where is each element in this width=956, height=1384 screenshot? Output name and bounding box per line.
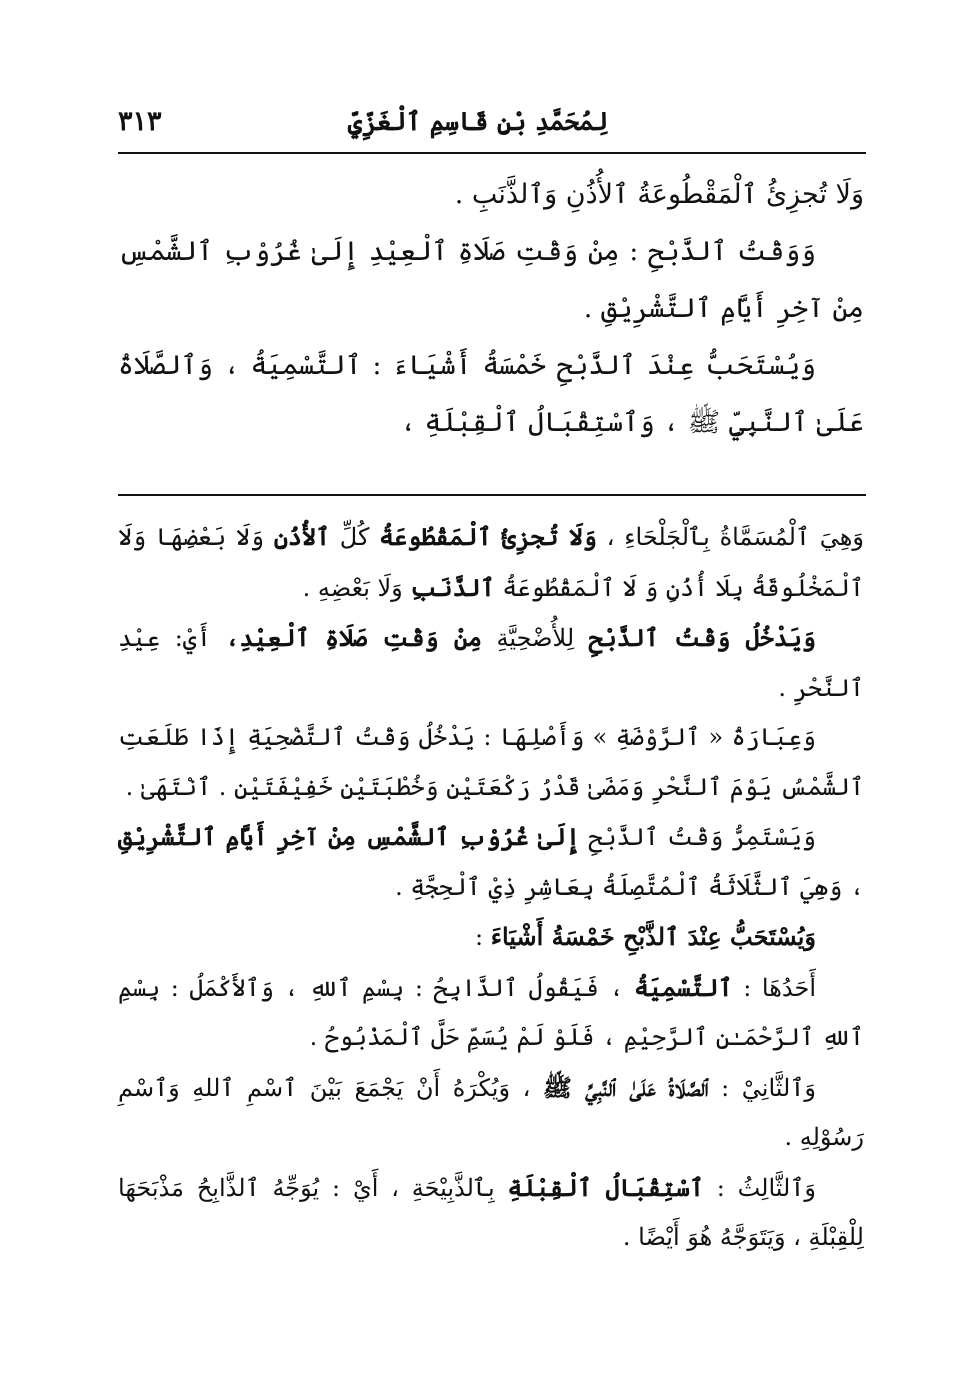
commentary-text-span: أَيْ: عِيْدِ ٱلنَّحْرِ . <box>118 624 864 702</box>
commentary-text-span: وَهِيَ ٱلْمُسَمَّاةُ بِٱلْجَلْحَاءِ ، <box>597 523 864 551</box>
main-paragraph: وَوَقْتُ ٱلذَّبْحِ : مِنْ وَقْتِ صَلَاةِ ٱلْعِيْدِ إِلَىٰ غُرُوْبِ ٱلشَّمْسِ مِنْ آخِرِ أَيَّامِ ٱلتَّشْرِيْقِ . <box>118 236 864 324</box>
quoted-matn-span: وَيَدْخُلُ <box>730 623 816 652</box>
running-title: لِمُحَمَّدِ بْنِ قَاسِمِ ٱلْغَزِّيِّ <box>347 107 609 136</box>
separator-rule <box>118 494 866 496</box>
quoted-matn-span: وَيُسْتَحَبُّ عِنْدَ ٱلذَّبْحِ خَمْسَةُ أَشْيَاءَ <box>490 922 816 951</box>
commentary-text-span: كُلِّ <box>330 523 380 551</box>
quoted-matn-span: وَقْتُ ٱلذَّبْحِ <box>588 623 731 652</box>
commentary-text-span: ، فَيَقُولُ ٱلذَّابِحُ : بِسْمِ ٱللهِ ، وَٱلأَكْمَلُ : بِسْمِ ٱللهِ ٱلرَّحْمَـٰنِ ٱلرَّحِيْمِ ، فَلَوْ لَمْ يُسَمِّ حَلَّ ٱلْمَذْبُوحُ . <box>118 973 864 1051</box>
commentary-text-span: وَٱلثَّانِيْ : <box>708 1073 816 1102</box>
commentary-paragraph <box>118 812 864 912</box>
page-header <box>118 102 838 142</box>
quoted-matn-span: إِلَىٰ غُرُوْبِ ٱلشَّمْسِ مِنْ آخِرِ أَيَّامِ ٱلتَّشْرِيْقِ <box>118 822 581 851</box>
commentary-text-span: وَلَا بَعْضِهِ . <box>302 573 411 602</box>
quoted-matn-span: ٱلأُذُنِ <box>273 522 331 551</box>
quoted-matn-span: ٱلصَّلَاةُ عَلَىٰ ٱلنَّبِيِّ ﷺ <box>542 1072 709 1102</box>
commentary-paragraph <box>118 512 864 613</box>
commentary-text-span: بِٱلذَّبِيْحَةِ ، أَيْ : يُوَجِّهُ ٱلذَّابِحُ مَذْبَحَهَا لِلْقِبْلَةِ ، وَيَتَوَجَّهُ هُوَ أَيْضًا . <box>118 1173 864 1251</box>
commentary-text-span: ، وَيُكْرَهُ أَنْ يَجْمَعَ بَيْنَ ٱسْمِ ٱللهِ وَٱسْمِ رَسُوْلِهِ . <box>118 1073 864 1151</box>
commentary-paragraph <box>118 613 864 713</box>
commentary-paragraph <box>118 963 864 1063</box>
quoted-matn-span: ٱلذَّنَبِ <box>410 572 495 602</box>
commentary-paragraph <box>118 912 864 963</box>
commentary-text <box>118 512 864 1263</box>
quoted-matn-span: مِنْ وَقْتِ صَلَاةِ ٱلْعِيْدِ، <box>225 623 483 652</box>
commentary-text-span: : <box>474 923 491 951</box>
main-text <box>118 166 864 451</box>
commentary-paragraph: وَعِبَارَةُ « ٱلرَّوْضَةِ » وَأَصْلِهَا : يَدْخُلُ وَقْتُ ٱلتَّضْحِيَةِ إِذَا طَلَعَتِ ٱلشَّمْسُ يَوْمَ ٱلنَّحْرِ وَمَضَىٰ قَدْرُ رَكْعَتَيْنِ وَخُطْبَتَيْنِ خَفِيْفَتَيْنِ . ٱنْتَهَىٰ . <box>118 723 864 801</box>
commentary-text-span: وَٱلثَّالِثُ : <box>703 1173 817 1202</box>
commentary-paragraph <box>118 1163 864 1263</box>
commentary-text-span: وَيَسْتَمِرُّ وَقْتُ ٱلذَّبْحِ <box>580 823 816 851</box>
quoted-matn-span: ٱلتَّسْمِيَةُ <box>634 972 733 1002</box>
commentary-paragraph <box>118 1063 864 1163</box>
commentary-text-span: وَلَا بَعْضِهَا وَلَا ٱلْمَخْلُوقَةُ بِلَا أُذُنٍ وَ لَا ٱلْمَقْطُوعَةُ <box>118 523 864 602</box>
commentary-text-span: أَحَدُهَا : <box>732 973 816 1002</box>
main-paragraph: وَيُسْتَحَبُّ عِنْدَ ٱلذَّبْحِ خَمْسَةُ أَشْيَاءَ : ٱلتَّسْمِيَةُ ، وَٱلصَّلَاةُ عَلَىٰ ٱلنَّبِيِّ ﷺ ، وَٱسْتِقْبَالُ ٱلْقِبْلَةِ ، <box>118 350 864 438</box>
commentary-text-span: لِلأُضْحِيَّةِ <box>482 624 589 652</box>
page-number: ٣١٣ <box>118 106 162 137</box>
quoted-matn-span: وَلَا تُجزِئُ ٱلْمَقْطُوعَةُ <box>379 522 597 551</box>
header-rule <box>118 152 866 154</box>
commentary-text-span: ، وَهِيَ ٱلثَّلَاثَةُ ٱلْمُتَّصِلَةُ بِعَاشِرِ ذِيْ ٱلْحِجَّةِ . <box>395 872 864 901</box>
quoted-matn-span: ٱسْتِقْبَالُ ٱلْقِبْلَةِ <box>507 1172 704 1202</box>
main-paragraph: وَلَا تُجزِئُ ٱلْمَقْطُوعَةُ ٱلأُذُنِ وَٱلذَّنَبِ . <box>454 179 864 210</box>
